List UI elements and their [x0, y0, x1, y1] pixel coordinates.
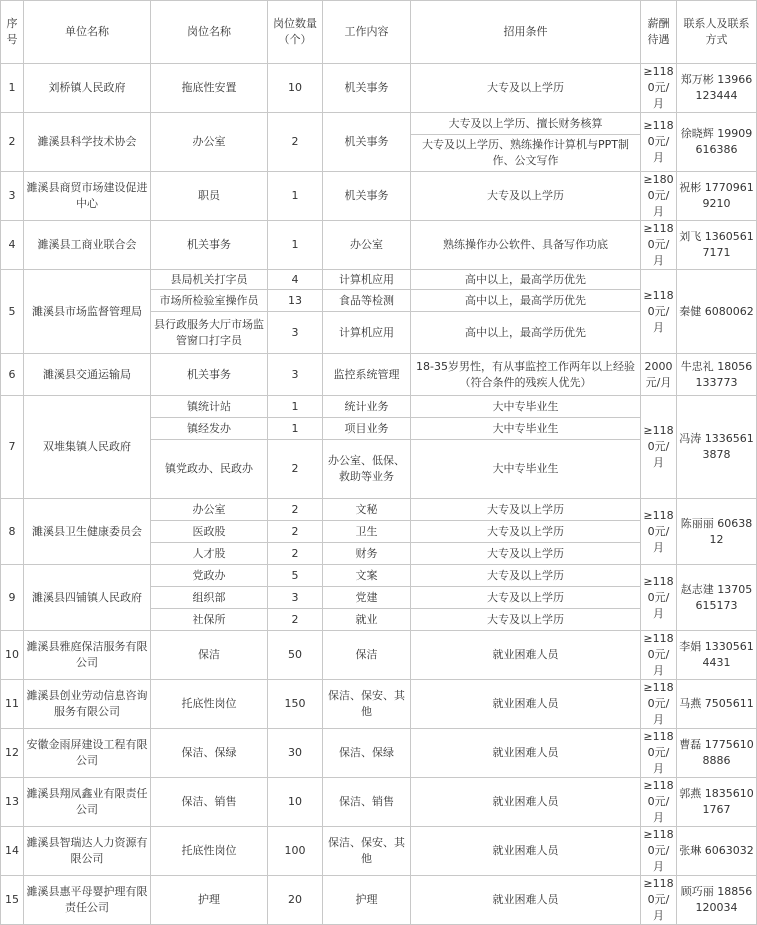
cell-contact: 李娟 13305614431: [677, 631, 757, 680]
cell-post: 市场所检验室操作员: [151, 290, 268, 312]
cell-post: 保洁、销售: [151, 778, 268, 827]
cell-seq: 6: [1, 354, 24, 396]
cell-work: 财务: [323, 543, 411, 565]
cell-seq: 10: [1, 631, 24, 680]
cell-seq: 2: [1, 113, 24, 172]
cell-post: 办公室: [151, 113, 268, 172]
cell-salary: ≥1180元/月: [641, 221, 677, 270]
cell-work: 保洁、销售: [323, 778, 411, 827]
cell-work: 保洁、保安、其他: [323, 680, 411, 729]
cell-work: 项目业务: [323, 418, 411, 440]
cell-salary: ≥1180元/月: [641, 876, 677, 925]
cell-cond: 高中以上，最高学历优先: [411, 312, 641, 354]
table-row: [1, 113, 757, 135]
cell-seq: 8: [1, 499, 24, 565]
cell-salary: ≥1180元/月: [641, 64, 677, 113]
header-contact: 联系人及联系方式: [677, 1, 757, 64]
header-row: [1, 1, 757, 64]
table-row: [1, 778, 757, 827]
cell-cond: 高中以上，最高学历优先: [411, 270, 641, 290]
cell-contact: 顾巧丽 18856120034: [677, 876, 757, 925]
cell-seq: 1: [1, 64, 24, 113]
cell-post: 镇党政办、民政办: [151, 440, 268, 499]
cell-cond: 就业困难人员: [411, 631, 641, 680]
cell-unit: 濉溪县市场监督管理局: [24, 270, 151, 354]
cell-salary: 2000元/月: [641, 354, 677, 396]
cell-cond: 大专及以上学历、擅长财务核算: [411, 113, 641, 135]
cell-cond: 就业困难人员: [411, 680, 641, 729]
table-row: [1, 172, 757, 221]
cell-unit: 濉溪县四铺镇人民政府: [24, 565, 151, 631]
cell-count: 4: [268, 270, 323, 290]
cell-salary: ≥1180元/月: [641, 113, 677, 172]
table-row: [1, 64, 757, 113]
cell-count: 13: [268, 290, 323, 312]
cell-work: 党建: [323, 587, 411, 609]
cell-count: 1: [268, 396, 323, 418]
cell-unit: 濉溪县创业劳动信息咨询服务有限公司: [24, 680, 151, 729]
cell-work: 文案: [323, 565, 411, 587]
cell-work: 文秘: [323, 499, 411, 521]
cell-cond: 大专及以上学历: [411, 609, 641, 631]
header-salary: 薪酬待遇: [641, 1, 677, 64]
cell-salary: ≥1180元/月: [641, 778, 677, 827]
cell-contact: 徐晓辉 19909616386: [677, 113, 757, 172]
cell-post: 托底性岗位: [151, 827, 268, 876]
table-row: [1, 499, 757, 521]
cell-salary: ≥1180元/月: [641, 396, 677, 499]
cell-post: 县行政服务大厅市场监管窗口打字员: [151, 312, 268, 354]
cell-salary: ≥1180元/月: [641, 499, 677, 565]
cell-post: 党政办: [151, 565, 268, 587]
cell-count: 150: [268, 680, 323, 729]
cell-work: 护理: [323, 876, 411, 925]
table-row: [1, 221, 757, 270]
cell-count: 3: [268, 312, 323, 354]
cell-count: 1: [268, 418, 323, 440]
cell-count: 2: [268, 521, 323, 543]
cell-cond: 大中专毕业生: [411, 440, 641, 499]
cell-unit: 濉溪县惠平母婴护理有限责任公司: [24, 876, 151, 925]
cell-salary: ≥1800元/月: [641, 172, 677, 221]
cell-seq: 12: [1, 729, 24, 778]
cell-salary: ≥1180元/月: [641, 565, 677, 631]
cell-unit: 濉溪县翔凤鑫业有限责任公司: [24, 778, 151, 827]
cell-count: 5: [268, 565, 323, 587]
cell-work: 计算机应用: [323, 312, 411, 354]
cell-seq: 3: [1, 172, 24, 221]
cell-count: 2: [268, 609, 323, 631]
cell-cond: 18-35岁男性，有从事监控工作两年以上经验（符合条件的残疾人优先）: [411, 354, 641, 396]
cell-post: 机关事务: [151, 354, 268, 396]
table-row: [1, 354, 757, 396]
cell-work: 保洁、保安、其他: [323, 827, 411, 876]
cell-salary: ≥1180元/月: [641, 729, 677, 778]
cell-unit: 濉溪县工商业联合会: [24, 221, 151, 270]
table-row: [1, 827, 757, 876]
cell-post: 职员: [151, 172, 268, 221]
cell-cond: 就业困难人员: [411, 729, 641, 778]
cell-post: 镇经发办: [151, 418, 268, 440]
cell-count: 30: [268, 729, 323, 778]
cell-unit: 濉溪县卫生健康委员会: [24, 499, 151, 565]
cell-salary: ≥1180元/月: [641, 827, 677, 876]
cell-work: 办公室: [323, 221, 411, 270]
cell-work: 机关事务: [323, 113, 411, 172]
cell-post: 托底性岗位: [151, 680, 268, 729]
cell-salary: ≥1180元/月: [641, 270, 677, 354]
cell-post: 组织部: [151, 587, 268, 609]
cell-post: 保洁、保绿: [151, 729, 268, 778]
cell-cond: 就业困难人员: [411, 876, 641, 925]
cell-count: 1: [268, 172, 323, 221]
table-row: [1, 396, 757, 418]
cell-unit: 濉溪县科学技术协会: [24, 113, 151, 172]
cell-contact: 马燕 7505611: [677, 680, 757, 729]
cell-cond: 大专及以上学历: [411, 543, 641, 565]
cell-seq: 15: [1, 876, 24, 925]
cell-contact: 冯涛 13365613878: [677, 396, 757, 499]
header-work: 工作内容: [323, 1, 411, 64]
cell-cond: 大专及以上学历、熟练操作计算机与PPT制作、公文写作: [411, 135, 641, 172]
cell-work: 计算机应用: [323, 270, 411, 290]
cell-work: 监控系统管理: [323, 354, 411, 396]
cell-cond: 大专及以上学历: [411, 565, 641, 587]
cell-work: 就业: [323, 609, 411, 631]
cell-cond: 就业困难人员: [411, 778, 641, 827]
cell-unit: 濉溪县雅庭保洁服务有限公司: [24, 631, 151, 680]
cell-contact: 曹磊 17756108886: [677, 729, 757, 778]
table-row: [1, 565, 757, 587]
cell-seq: 14: [1, 827, 24, 876]
cell-seq: 5: [1, 270, 24, 354]
cell-contact: 陈丽丽 6063812: [677, 499, 757, 565]
cell-cond: 高中以上，最高学历优先: [411, 290, 641, 312]
cell-contact: 秦健 6080062: [677, 270, 757, 354]
header-count: 岗位数量（个）: [268, 1, 323, 64]
cell-contact: 牛忠礼 18056133773: [677, 354, 757, 396]
cell-count: 2: [268, 440, 323, 499]
cell-post: 医政股: [151, 521, 268, 543]
cell-cond: 熟练操作办公软件、具备写作功底: [411, 221, 641, 270]
cell-contact: 郭燕 18356101767: [677, 778, 757, 827]
cell-post: 机关事务: [151, 221, 268, 270]
cell-work: 保洁、保绿: [323, 729, 411, 778]
cell-seq: 7: [1, 396, 24, 499]
cell-post: 保洁: [151, 631, 268, 680]
cell-post: 拖底性安置: [151, 64, 268, 113]
cell-count: 1: [268, 221, 323, 270]
table-row: [1, 680, 757, 729]
cell-contact: 祝彬 17709619210: [677, 172, 757, 221]
cell-seq: 13: [1, 778, 24, 827]
cell-work: 机关事务: [323, 172, 411, 221]
cell-count: 50: [268, 631, 323, 680]
cell-count: 2: [268, 543, 323, 565]
header-post: 岗位名称: [151, 1, 268, 64]
table-row: [1, 270, 757, 290]
cell-seq: 11: [1, 680, 24, 729]
cell-work: 保洁: [323, 631, 411, 680]
cell-seq: 9: [1, 565, 24, 631]
cell-cond: 大专及以上学历: [411, 172, 641, 221]
cell-post: 县局机关打字员: [151, 270, 268, 290]
cell-cond: 大专及以上学历: [411, 521, 641, 543]
cell-unit: 双堆集镇人民政府: [24, 396, 151, 499]
cell-contact: 郑万彬 13966123444: [677, 64, 757, 113]
cell-unit: 濉溪县交通运输局: [24, 354, 151, 396]
table-row: [1, 729, 757, 778]
cell-count: 100: [268, 827, 323, 876]
cell-unit: 刘桥镇人民政府: [24, 64, 151, 113]
cell-count: 2: [268, 499, 323, 521]
cell-salary: ≥1180元/月: [641, 631, 677, 680]
header-seq: 序号: [1, 1, 24, 64]
cell-unit: 濉溪县商贸市场建设促进中心: [24, 172, 151, 221]
cell-contact: 刘飞 13605617171: [677, 221, 757, 270]
cell-work: 食品等检测: [323, 290, 411, 312]
cell-contact: 赵志建 13705615173: [677, 565, 757, 631]
cell-work: 卫生: [323, 521, 411, 543]
table-row: [1, 876, 757, 925]
cell-cond: 就业困难人员: [411, 827, 641, 876]
cell-post: 社保所: [151, 609, 268, 631]
cell-post: 护理: [151, 876, 268, 925]
cell-work: 统计业务: [323, 396, 411, 418]
cell-unit: 濉溪县智瑞达人力资源有限公司: [24, 827, 151, 876]
cell-count: 10: [268, 64, 323, 113]
cell-post: 人才股: [151, 543, 268, 565]
cell-work: 办公室、低保、救助等业务: [323, 440, 411, 499]
cell-work: 机关事务: [323, 64, 411, 113]
cell-unit: 安徽金雨屏建设工程有限公司: [24, 729, 151, 778]
cell-cond: 大中专毕业生: [411, 418, 641, 440]
cell-cond: 大中专毕业生: [411, 396, 641, 418]
cell-salary: ≥1180元/月: [641, 680, 677, 729]
cell-cond: 大专及以上学历: [411, 587, 641, 609]
cell-cond: 大专及以上学历: [411, 499, 641, 521]
cell-count: 20: [268, 876, 323, 925]
cell-post: 办公室: [151, 499, 268, 521]
header-unit: 单位名称: [24, 1, 151, 64]
cell-contact: 张琳 6063032: [677, 827, 757, 876]
cell-count: 3: [268, 587, 323, 609]
header-cond: 招用条件: [411, 1, 641, 64]
cell-cond: 大专及以上学历: [411, 64, 641, 113]
cell-count: 3: [268, 354, 323, 396]
cell-seq: 4: [1, 221, 24, 270]
cell-post: 镇统计站: [151, 396, 268, 418]
table-row: [1, 631, 757, 680]
cell-count: 10: [268, 778, 323, 827]
cell-count: 2: [268, 113, 323, 172]
